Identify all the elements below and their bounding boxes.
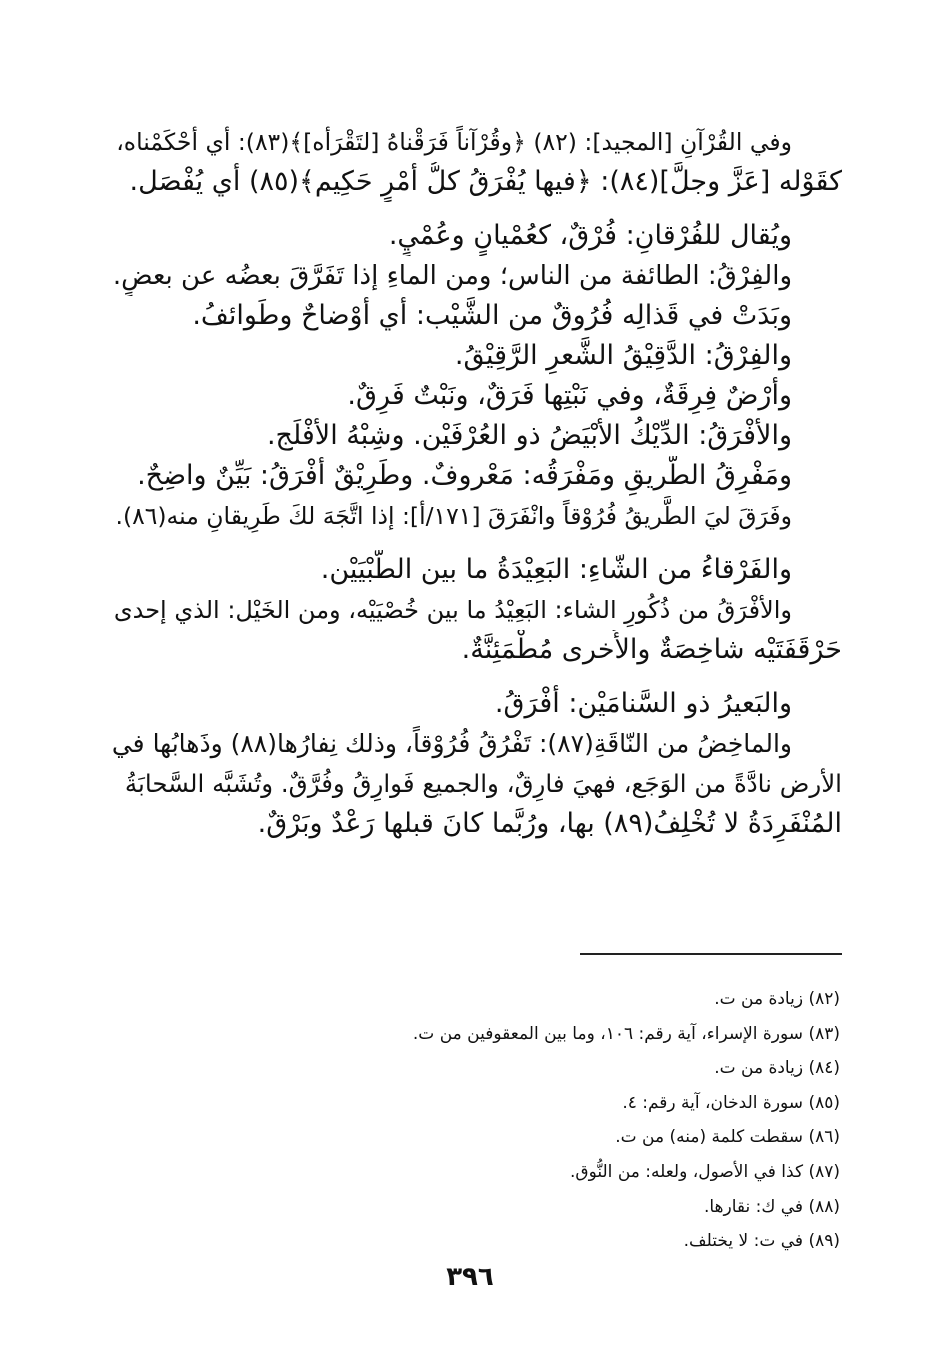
footnote-item: (٨٨) في ك: نقارها. [703,1196,840,1217]
text-line: وفي القُرْآنِ [المجيد]: (٨٢) ﴿وقُرْآناً فَرَقْناهُ [لتَقْرَأه]﴾(٨٣): أي أحْكَمْناه، [116,128,792,156]
footnote-item: (٨٢) زيادة من ت. [714,989,840,1009]
text-line: حَرْقَفَتَيْه شاخِصَةٌ والأُخرى مُطْمَئِنَّةٌ. [461,634,842,665]
text-paragraph [112,416,842,456]
text-paragraph [112,216,842,256]
text-line: الأرض نادَّةً من الوَجَع، فهيَ فارِقٌ، والجميع فَوارِقُ وفُرَّقٌ. وتُشَبَّه السَّحابَةُ [124,769,842,798]
footnote-divider [580,953,842,955]
text-line: والبَعيرُ ذو السَّنامَيْن: أفْرَقُ. [494,688,792,719]
text-line: ومَفْرِقُ الطَّريقِ ومَفْرَقُه: مَعْروفٌ. وطَرِيْقٌ أفْرَقُ: بَيِّنٌ واضِحٌ. [137,460,792,491]
text-line: والفِرْقُ: الدَّقِيْقُ الشَّعرِ الرَّقِيْقُ. [454,340,792,371]
page-number: ٣٩٦ [446,1262,494,1292]
text-line: وأرْضٌ فِرِقَةٌ، وفي نَبْتِها فَرَقٌ، ونَبْتٌ فَرِقٌ. [347,380,792,411]
footnote-item: (٨٤) زيادة من ت. [714,1058,840,1079]
text-line: والماخِضُ من النّاقَةِ(٨٧): تَفْرُقُ فُرُوْقاً، وذلك نِفارُها(٨٨) وذَهابُها في [112,729,792,758]
text-paragraph [112,456,842,496]
text-paragraph [112,550,842,590]
footnotes [200,982,840,1259]
text-line: وفَرَقَ ليَ الطَّريقُ فُرُوْقاً وانْفَرَقَ [١٧١/أ]: إذا اتَّجَهَ لكَ طَرِيقانِ منه(٨٦). [115,502,792,530]
text-line: وبَدَتْ في قَذالِه فُرُوقٌ من الشَّيْب: أي أوْضاحٌ وطَوائفُ. [192,300,792,331]
text-line: والأفْرَقُ: الدِّيْكُ الأبْيَضُ ذو العُرْفَيْن. وشِبْهُ الأفْلَج. [266,420,792,451]
text-paragraph [112,336,842,376]
text-line: والفَرْقاءُ من الشّاءِ: البَعِيْدَةُ ما بين الطُّبْيَيْن. [320,554,792,585]
text-line: والفِرْقُ: الطائفة من الناس؛ ومن الماءِ إذا تَفَرَّقَ بعضُه عن بعضٍ. [112,261,792,291]
footnote-item: (٨٣) سورة الإسراء، آية رقم: ١٠٦، وما بين المعقوفين من ت. [412,1023,840,1044]
footnote-item: (٨٥) سورة الدخان، آية رقم: ٤. [622,1092,840,1113]
text-line: المُنْفَرِدَةُ لا تُخْلِفُ(٨٩) بها، ورُبَّما كانَ قبلها رَعْدٌ وبَرْقٌ. [257,808,842,839]
text-line: كقَوْله [عَزَّ وجلَّ](٨٤): ﴿فيها يُفْرَقُ كلُّ أمْرٍ حَكِيم﴾(٨٥) أي يُفْصَل. [129,166,842,197]
footnote-item: (٨٩) في ت: لا يختلف. [683,1231,840,1252]
text-paragraph [112,256,842,296]
text-paragraph [112,296,842,336]
text-paragraph [112,724,842,844]
text-paragraph [112,590,842,670]
text-paragraph [112,684,842,724]
text-line: ويُقال للفُرْقانِ: فُرْقٌ، كعُمْيانٍ وعُمْيٍ. [388,220,792,251]
text-paragraph [112,376,842,416]
text-paragraph [112,122,842,202]
main-text [112,122,842,844]
text-paragraph [112,496,842,536]
footnote-item: (٨٦) سقطت كلمة (منه) من ت. [615,1127,840,1148]
footnote-item: (٨٧) كذا في الأصول، ولعله: من النُّوق. [570,1161,840,1182]
text-line: والأفْرَقُ من ذُكُورِ الشاء: البَعِيْدُ ما بين خُصْيَيْه، ومن الخَيْل: الذي إحدى [113,596,792,624]
